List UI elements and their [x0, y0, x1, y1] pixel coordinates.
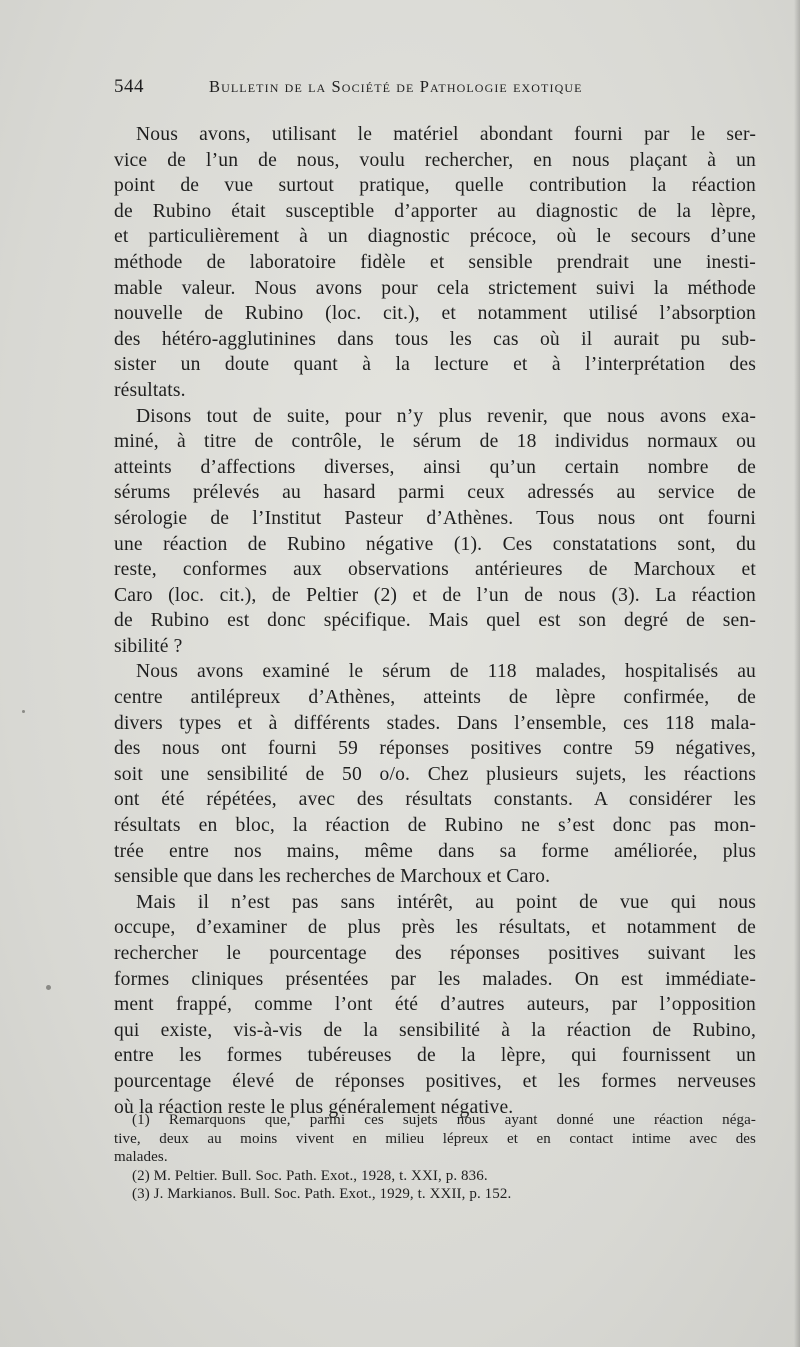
text-line: rechercher le pourcentage des réponses positives suivant les: [114, 943, 756, 964]
text-line: Nous avons, utilisant le matériel abondant fourni par le ser-: [136, 124, 756, 145]
text-line: sibilité ?: [114, 635, 183, 657]
text-line: formes cliniques présentées par les malades. On est immédiate-: [114, 968, 756, 990]
text-line: occupe, d’examiner de plus près les résultats, et notamment de: [114, 917, 756, 939]
text-line: sérums prélevés au hasard parmi ceux adressés au service de: [114, 482, 756, 504]
text-line: entre les formes tubéreuses de la lèpre, qui fournissent un: [114, 1045, 756, 1067]
text-line: résultats.: [114, 379, 186, 401]
footnote-line: tive, deux au moins vivent en milieu lépreux et en contact intime avec des: [114, 1130, 756, 1147]
footnote-line: (1) Remarquons que, parmi ces sujets nous ayant donné une réaction néga-: [132, 1112, 756, 1128]
footnote-1: [114, 1111, 756, 1167]
text-line: soit une sensibilité de 50 o/o. Chez plusieurs sujets, les réactions: [114, 763, 756, 785]
page-header: [114, 76, 754, 104]
text-line: des hétéro-agglutinines dans tous les cas où il aurait pu sub-: [114, 328, 756, 350]
paragraph: [114, 890, 756, 1120]
footnote-3: [114, 1185, 756, 1204]
text-line: de Rubino est donc spécifique. Mais quel est son degré de sen-: [114, 610, 756, 632]
paragraph: [114, 122, 756, 404]
text-line: et particulièrement à un diagnostic précoce, où le secours d’une: [114, 226, 756, 248]
text-line: des nous ont fourni 59 réponses positives contre 59 négatives,: [114, 738, 756, 760]
text-line: point de vue surtout pratique, quelle contribution la réaction: [114, 175, 756, 197]
text-line: atteints d’affections diverses, ainsi qu’un certain nombre de: [114, 456, 756, 478]
text-line: sérologie de l’Institut Pasteur d’Athènes. Tous nous ont fourni: [114, 507, 756, 529]
text-line: pourcentage élevé de réponses positives, et les formes nerveuses: [114, 1070, 756, 1092]
text-line: mable valeur. Nous avons pour cela strictement suivi la méthode: [114, 277, 756, 299]
scan-speck: [22, 710, 25, 713]
footnotes: [114, 1111, 756, 1204]
text-line: sensible que dans les recherches de Marchoux et Caro.: [114, 866, 551, 888]
text-line: nouvelle de Rubino (loc. cit.), et notamment utilisé l’absorption: [114, 303, 756, 325]
footnote-line: (2) M. Peltier. Bull. Soc. Path. Exot., 1928, t. XXI, p. 836.: [132, 1167, 488, 1184]
text-line: résultats en bloc, la réaction de Rubino ne s’est donc pas mon-: [114, 815, 756, 837]
running-title: Bulletin de la Société de Pathologie exotique: [209, 77, 583, 96]
text-line: de Rubino était susceptible d’apporter au diagnostic de la lèpre,: [114, 200, 756, 222]
text-line: vice de l’un de nous, voulu rechercher, en nous plaçant à un: [114, 149, 756, 171]
page-number: 544: [114, 76, 144, 97]
text-line: Nous avons examiné le sérum de 118 malades, hospitalisés au: [136, 661, 756, 683]
text-line: ment frappé, comme l’ont été d’autres auteurs, par l’opposition: [114, 994, 756, 1016]
footnote-2: [114, 1167, 756, 1186]
text-line: qui existe, vis-à-vis de la sensibilité à la réaction de Rubino,: [114, 1019, 756, 1041]
text-line: sister un doute quant à la lecture et à l’interprétation des: [114, 354, 756, 376]
text-line: où la réaction reste le plus généralement négative.: [114, 1096, 514, 1118]
text-line: divers types et à différents stades. Dans l’ensemble, ces 118 mala-: [114, 712, 756, 734]
text-line: miné, à titre de contrôle, le sérum de 18 individus normaux ou: [114, 431, 756, 453]
text-line: centre antilépreux d’Athènes, atteints de lèpre confirmée, de: [114, 687, 756, 709]
scan-speck: [46, 985, 51, 990]
paragraph: [114, 659, 756, 889]
paragraph: [114, 404, 756, 660]
text-line: Disons tout de suite, pour n’y plus revenir, que nous avons exa-: [136, 405, 756, 427]
footnote-line: malades.: [114, 1149, 168, 1166]
text-line: Mais il n’est pas sans intérêt, au point de vue qui nous: [136, 891, 756, 913]
text-line: reste, conformes aux observations antérieures de Marchoux et: [114, 559, 756, 581]
text-line: trée entre nos mains, même dans sa forme améliorée, plus: [114, 840, 756, 862]
text-line: méthode de laboratoire fidèle et sensible prendrait une inesti-: [114, 251, 756, 273]
footnote-line: (3) J. Markianos. Bull. Soc. Path. Exot., 1929, t. XXII, p. 152.: [132, 1186, 512, 1203]
text-line: Caro (loc. cit.), de Peltier (2) et de l’un de nous (3). La réaction: [114, 584, 756, 606]
text-line: ont été répétées, avec des résultats constants. A considérer les: [114, 789, 756, 811]
article-body: [114, 122, 756, 1120]
text-line: une réaction de Rubino négative (1). Ces constatations sont, du: [114, 533, 756, 555]
page-edge-shadow: [794, 0, 800, 1347]
